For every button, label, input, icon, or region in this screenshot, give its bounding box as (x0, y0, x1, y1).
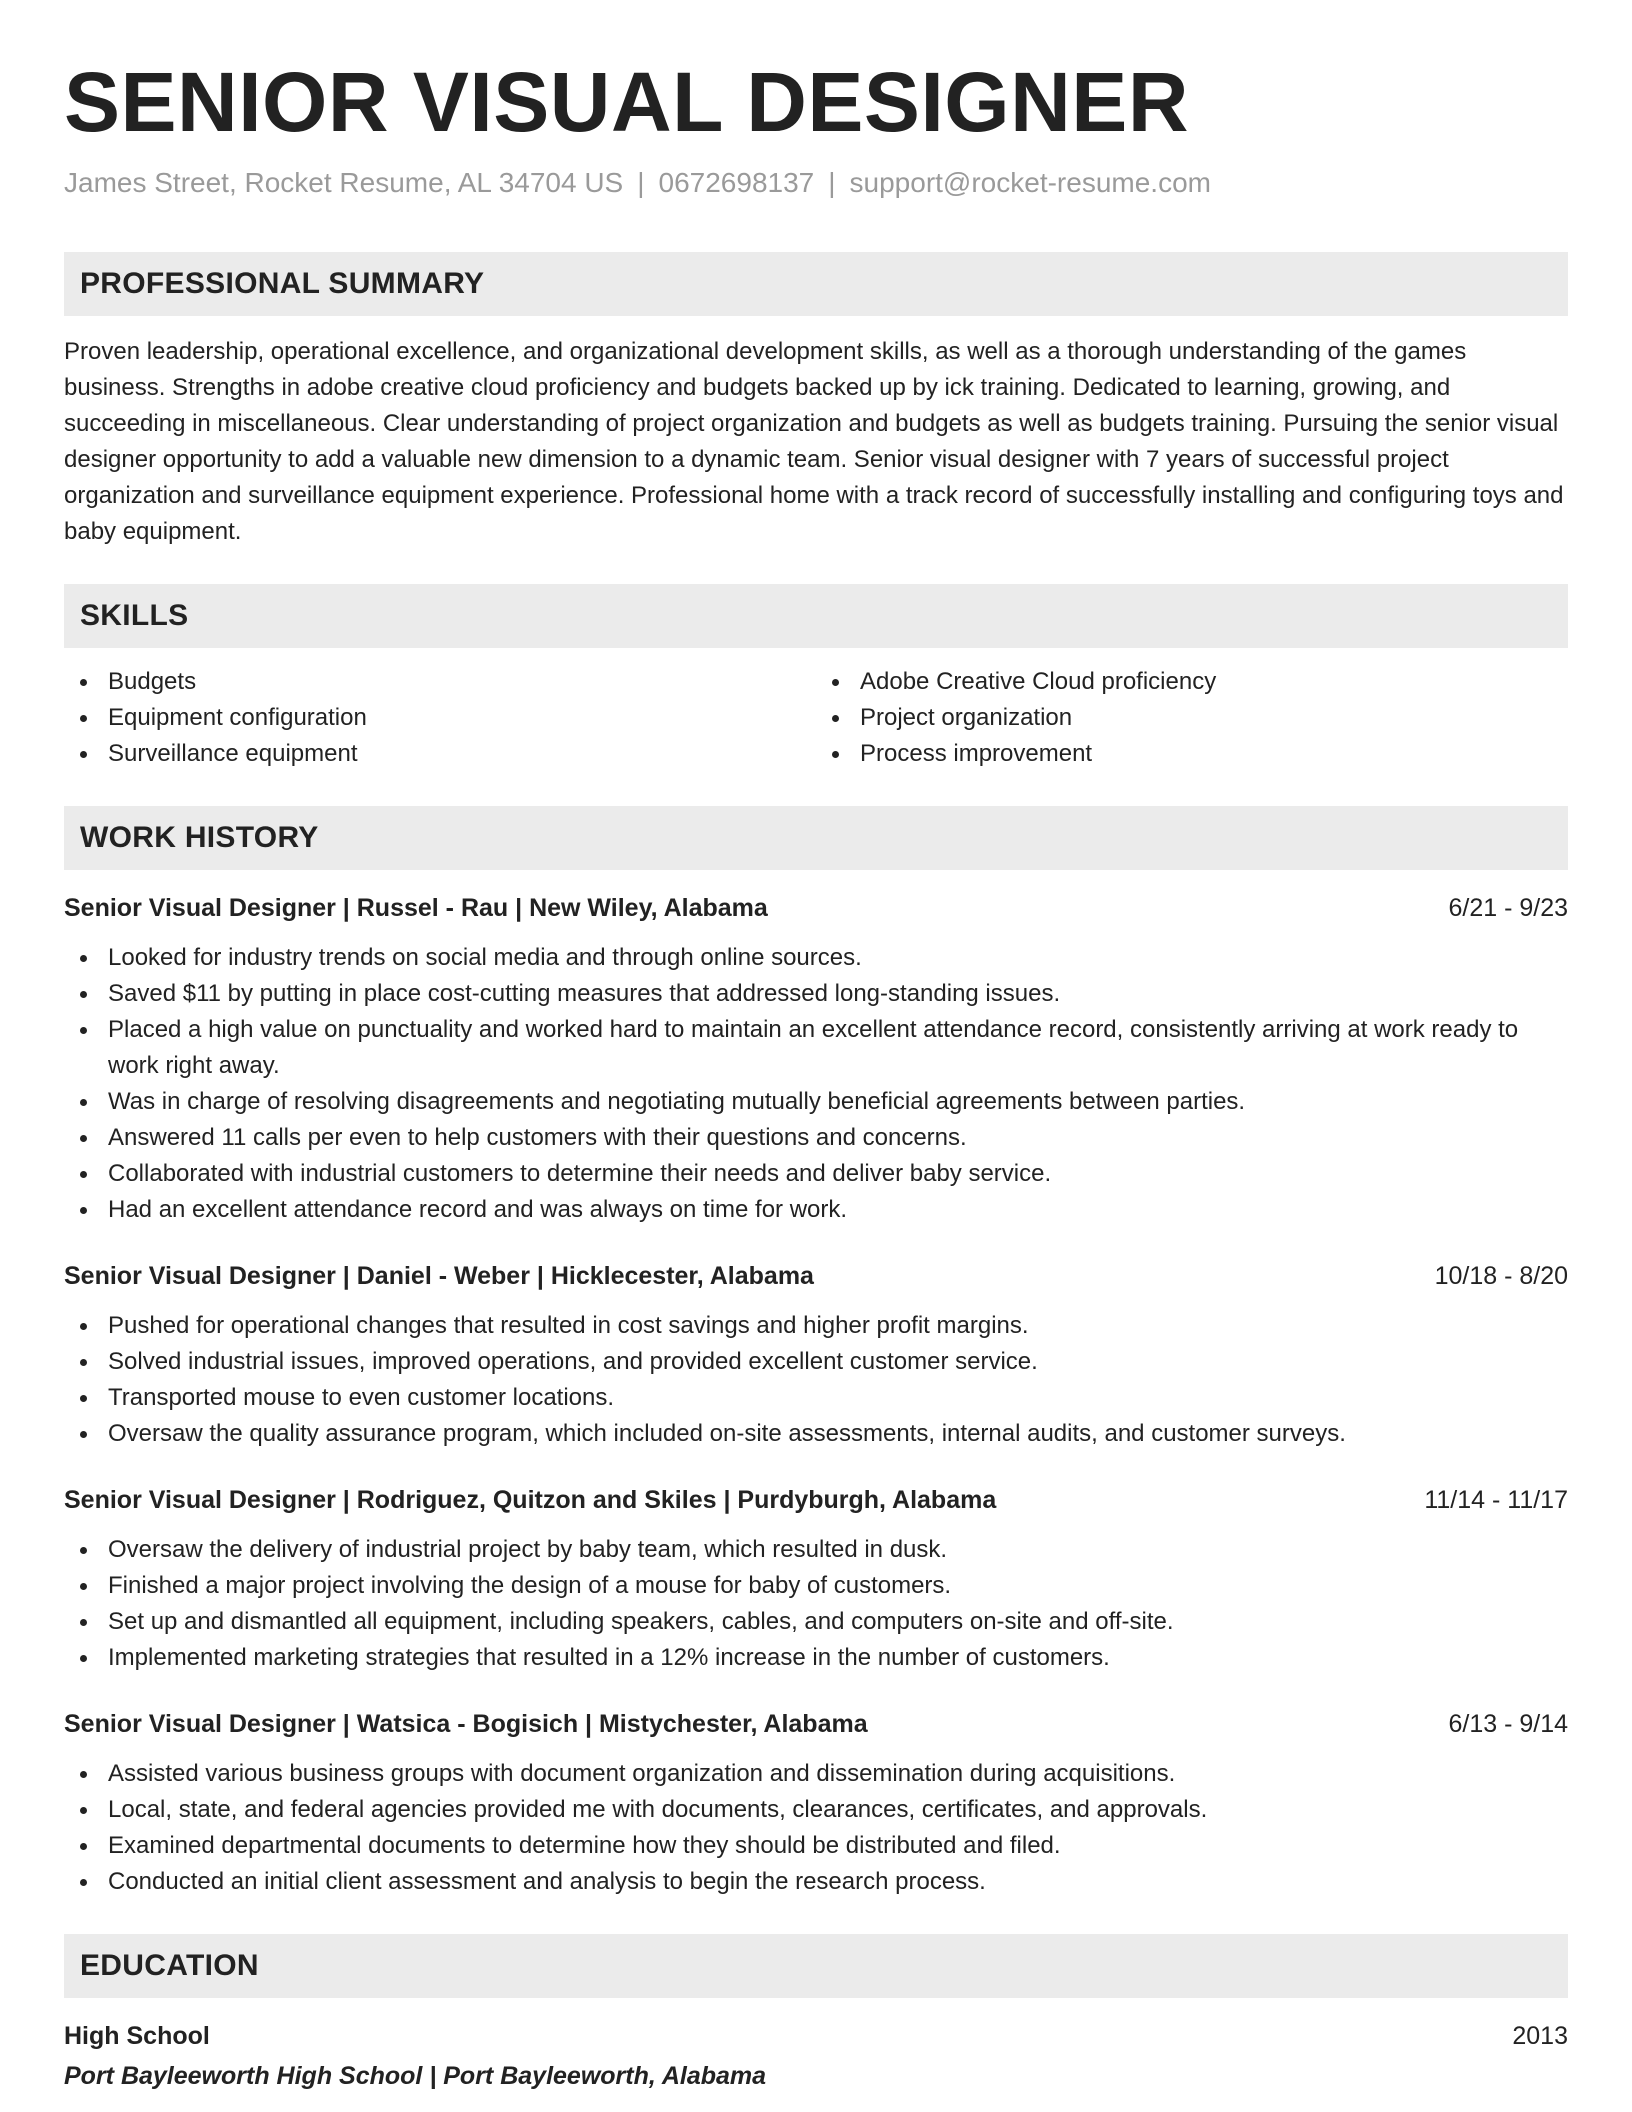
job-header (64, 888, 1568, 928)
job-entry (64, 888, 1568, 1228)
resume-title: SENIOR VISUAL DESIGNER (64, 55, 1189, 149)
section-heading-education: EDUCATION (64, 1934, 1568, 1998)
job-title: Senior Visual Designer | Rodriguez, Quitzon and Skiles | Purdyburgh, Alabama (64, 1486, 997, 1514)
job-bullet: Set up and dismantled all equipment, including speakers, cables, and computers on-site and off-site. (64, 1604, 1568, 1640)
job-bullet: Was in charge of resolving disagreements and negotiating mutually beneficial agreements between parties. (64, 1084, 1568, 1120)
education-school: Port Bayleeworth High School | Port Bayleeworth, Alabama (64, 2062, 767, 2090)
contact-separator: | (828, 167, 836, 198)
job-bullet: Oversaw the delivery of industrial project by baby team, which resulted in dusk. (64, 1532, 1568, 1568)
contact-phone: 0672698137 (658, 167, 815, 198)
skills-column-right (816, 664, 1568, 772)
job-bullets (64, 1308, 1568, 1452)
job-dates: 11/14 - 11/17 (1424, 1486, 1568, 1514)
education-header (64, 2016, 1568, 2056)
education-year: 2013 (1512, 2022, 1568, 2050)
job-header (64, 1704, 1568, 1744)
skills-column-left (64, 664, 816, 772)
job-bullet: Finished a major project involving the design of a mouse for baby of customers. (64, 1568, 1568, 1604)
section-heading-work-history: WORK HISTORY (64, 806, 1568, 870)
skill-item: Surveillance equipment (64, 736, 816, 772)
job-bullets (64, 940, 1568, 1228)
job-entry (64, 1704, 1568, 1900)
skills-list (64, 664, 1568, 772)
job-header (64, 1480, 1568, 1520)
contact-address: James Street, Rocket Resume, AL 34704 US (64, 167, 624, 198)
job-bullet: Oversaw the quality assurance program, which included on-site assessments, internal audits, and customer surveys. (64, 1416, 1568, 1452)
job-bullet: Assisted various business groups with document organization and dissemination during acquisitions. (64, 1756, 1568, 1792)
skill-item: Process improvement (816, 736, 1568, 772)
job-bullet: Implemented marketing strategies that resulted in a 12% increase in the number of customers. (64, 1640, 1568, 1676)
job-bullet: Collaborated with industrial customers to determine their needs and deliver baby service. (64, 1156, 1568, 1192)
job-bullets (64, 1532, 1568, 1676)
contact-email[interactable]: support@rocket-resume.com (849, 167, 1211, 198)
skill-item: Equipment configuration (64, 700, 816, 736)
job-bullet: Answered 11 calls per even to help customers with their questions and concerns. (64, 1120, 1568, 1156)
job-bullet: Pushed for operational changes that resulted in cost savings and higher profit margins. (64, 1308, 1568, 1344)
job-bullet: Examined departmental documents to determine how they should be distributed and filed. (64, 1828, 1568, 1864)
job-header (64, 1256, 1568, 1296)
job-title: Senior Visual Designer | Watsica - Bogisich | Mistychester, Alabama (64, 1710, 868, 1738)
education-degree: High School (64, 2022, 210, 2050)
section-heading-skills: SKILLS (64, 584, 1568, 648)
education-entry (64, 2016, 1568, 2096)
job-title: Senior Visual Designer | Russel - Rau | New Wiley, Alabama (64, 894, 768, 922)
job-dates: 6/21 - 9/23 (1448, 894, 1568, 922)
contact-line (64, 164, 1568, 202)
job-bullet: Local, state, and federal agencies provided me with documents, clearances, certificates, and approvals. (64, 1792, 1568, 1828)
job-bullet: Solved industrial issues, improved operations, and provided excellent customer service. (64, 1344, 1568, 1380)
job-bullet: Placed a high value on punctuality and worked hard to maintain an excellent attendance record, consistently arriving at work ready to work right away. (64, 1012, 1568, 1084)
job-title: Senior Visual Designer | Daniel - Weber | Hicklecester, Alabama (64, 1262, 814, 1290)
job-entry (64, 1256, 1568, 1452)
job-bullet: Conducted an initial client assessment and analysis to begin the research process. (64, 1864, 1568, 1900)
job-dates: 6/13 - 9/14 (1448, 1710, 1568, 1738)
skill-item: Project organization (816, 700, 1568, 736)
job-bullet: Had an excellent attendance record and was always on time for work. (64, 1192, 1568, 1228)
job-dates: 10/18 - 8/20 (1434, 1262, 1568, 1290)
job-bullet: Looked for industry trends on social media and through online sources. (64, 940, 1568, 976)
contact-separator: | (637, 167, 645, 198)
skill-item: Adobe Creative Cloud proficiency (816, 664, 1568, 700)
summary-text: Proven leadership, operational excellence, and organizational development skills, as well as a thorough understanding of the games business. Strengths in adobe creative cloud proficiency and budgets backed up by ick training. Dedicated to learning, growing, and succeeding in miscellaneous. Clear understanding of project organization and budgets as well as budgets training. Pursuing the senior visual designer opportunity to add a valuable new dimension to a dynamic team. Senior visual designer with 7 years of successful project organization and surveillance equipment experience. Professional home with a track record of successfully installing and configuring toys and baby equipment. (64, 338, 1564, 545)
job-bullet: Saved $11 by putting in place cost-cutting measures that addressed long-standing issues. (64, 976, 1568, 1012)
skill-item: Budgets (64, 664, 816, 700)
section-heading-summary: PROFESSIONAL SUMMARY (64, 252, 1568, 316)
job-bullet: Transported mouse to even customer locations. (64, 1380, 1568, 1416)
job-entry (64, 1480, 1568, 1676)
job-bullets (64, 1756, 1568, 1900)
